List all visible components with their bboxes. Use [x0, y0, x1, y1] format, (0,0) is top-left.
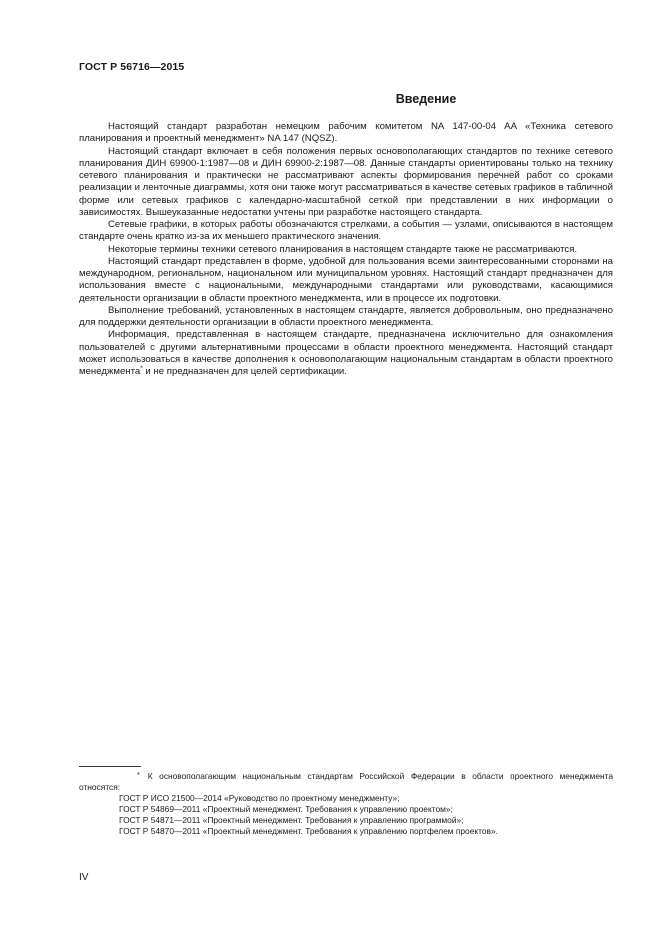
body-text-segment: Информация, представленная в настоящем стандарте, предназначена исключительно для ознакомления пользователей с другими альтернативными процессами в области проектного менеджмента. Настоящий стандарт может использоваться в качестве дополнения к основополагающим национальным стандартам в области проектного менеджмента	[79, 329, 613, 377]
footnote-list-item: ГОСТ Р 54870—2011 «Проектный менеджмент. Требования к управлению портфелем проектов».	[119, 826, 498, 836]
section-title	[79, 92, 613, 106]
body-paragraph: Сетевые графики, в которых работы обозначаются стрелками, а события — узлами, описываются в настоящем стандарте очень кратко из-за их меньшего практического значения.	[79, 219, 613, 243]
footnote-reference-mark[interactable]: *	[140, 364, 143, 372]
body-paragraph: Настоящий стандарт разработан немецким рабочим комитетом NA 147-00-04 AA «Техника сетевого планирования и проектный менеджмент» NA 147 (NQSZ).	[79, 121, 613, 145]
footnote-separator	[79, 766, 141, 767]
body-paragraph-with-footnote	[79, 329, 613, 378]
body-paragraph: Настоящий стандарт представлен в форме, удобной для пользования всеми заинтересованными сторонами на международном, региональном, национальном или муниципальном уровнях. Настоящий стандарт предназначен для использования вместе с национальными, международными стандартами или руководствами, касающимися деятельности организации в области проектного менеджмента, или в процессе их подготовки.	[79, 255, 613, 304]
body-paragraph: Настоящий стандарт включает в себя положения первых основополагающих стандартов по технике сетевого планирования ДИН 69900-1:1987—08 и ДИН 69900-2:1987—08. Данные стандарты ориентированы только на технику сетевого планирования и практически не рассматривают аспекты формирования перечней работ со сроками реализации и ленточные диаграммы, хотя они также могут рассматриваться в качестве сетевых графиков в табличной форме или сетевых графиков с календарно-масштабной сеткой при представлении в них информации о зависимостях. Вышеуказанные недостатки учтены при разработке настоящего стандарта.	[79, 145, 613, 218]
body-paragraph: Некоторые термины техники сетевого планирования в настоящем стандарте также не рассматриваются.	[108, 243, 578, 255]
page-number: IV	[79, 872, 89, 883]
footnote-intro-text: К основополагающим национальным стандартам Российской Федерации в области проектного менеджмента относятся:	[79, 771, 613, 792]
footnote-star: *	[137, 772, 140, 779]
body-text-segment: и не предназначен для целей сертификации.	[142, 366, 347, 377]
footnote-list-item: ГОСТ Р 54869—2011 «Проектный менеджмент. Требования к управлению проектом»;	[119, 804, 453, 814]
introduction-body	[79, 121, 613, 378]
footnote-intro	[79, 770, 613, 793]
footnote-list-item: ГОСТ Р ИСО 21500—2014 «Руководство по проектному менеджменту»;	[119, 793, 400, 803]
body-paragraph: Выполнение требований, установленных в настоящем стандарте, является добровольным, оно предназначено для поддержки деятельности организации в области проектного менеджмента.	[79, 304, 613, 328]
section-title-text: Введение	[395, 92, 457, 106]
footnote-block	[79, 770, 613, 837]
footnote-list-item: ГОСТ Р 54871—2011 «Проектный менеджмент. Требования к управлению программой»;	[119, 815, 464, 825]
document-code-header: ГОСТ Р 56716—2015	[79, 61, 185, 73]
